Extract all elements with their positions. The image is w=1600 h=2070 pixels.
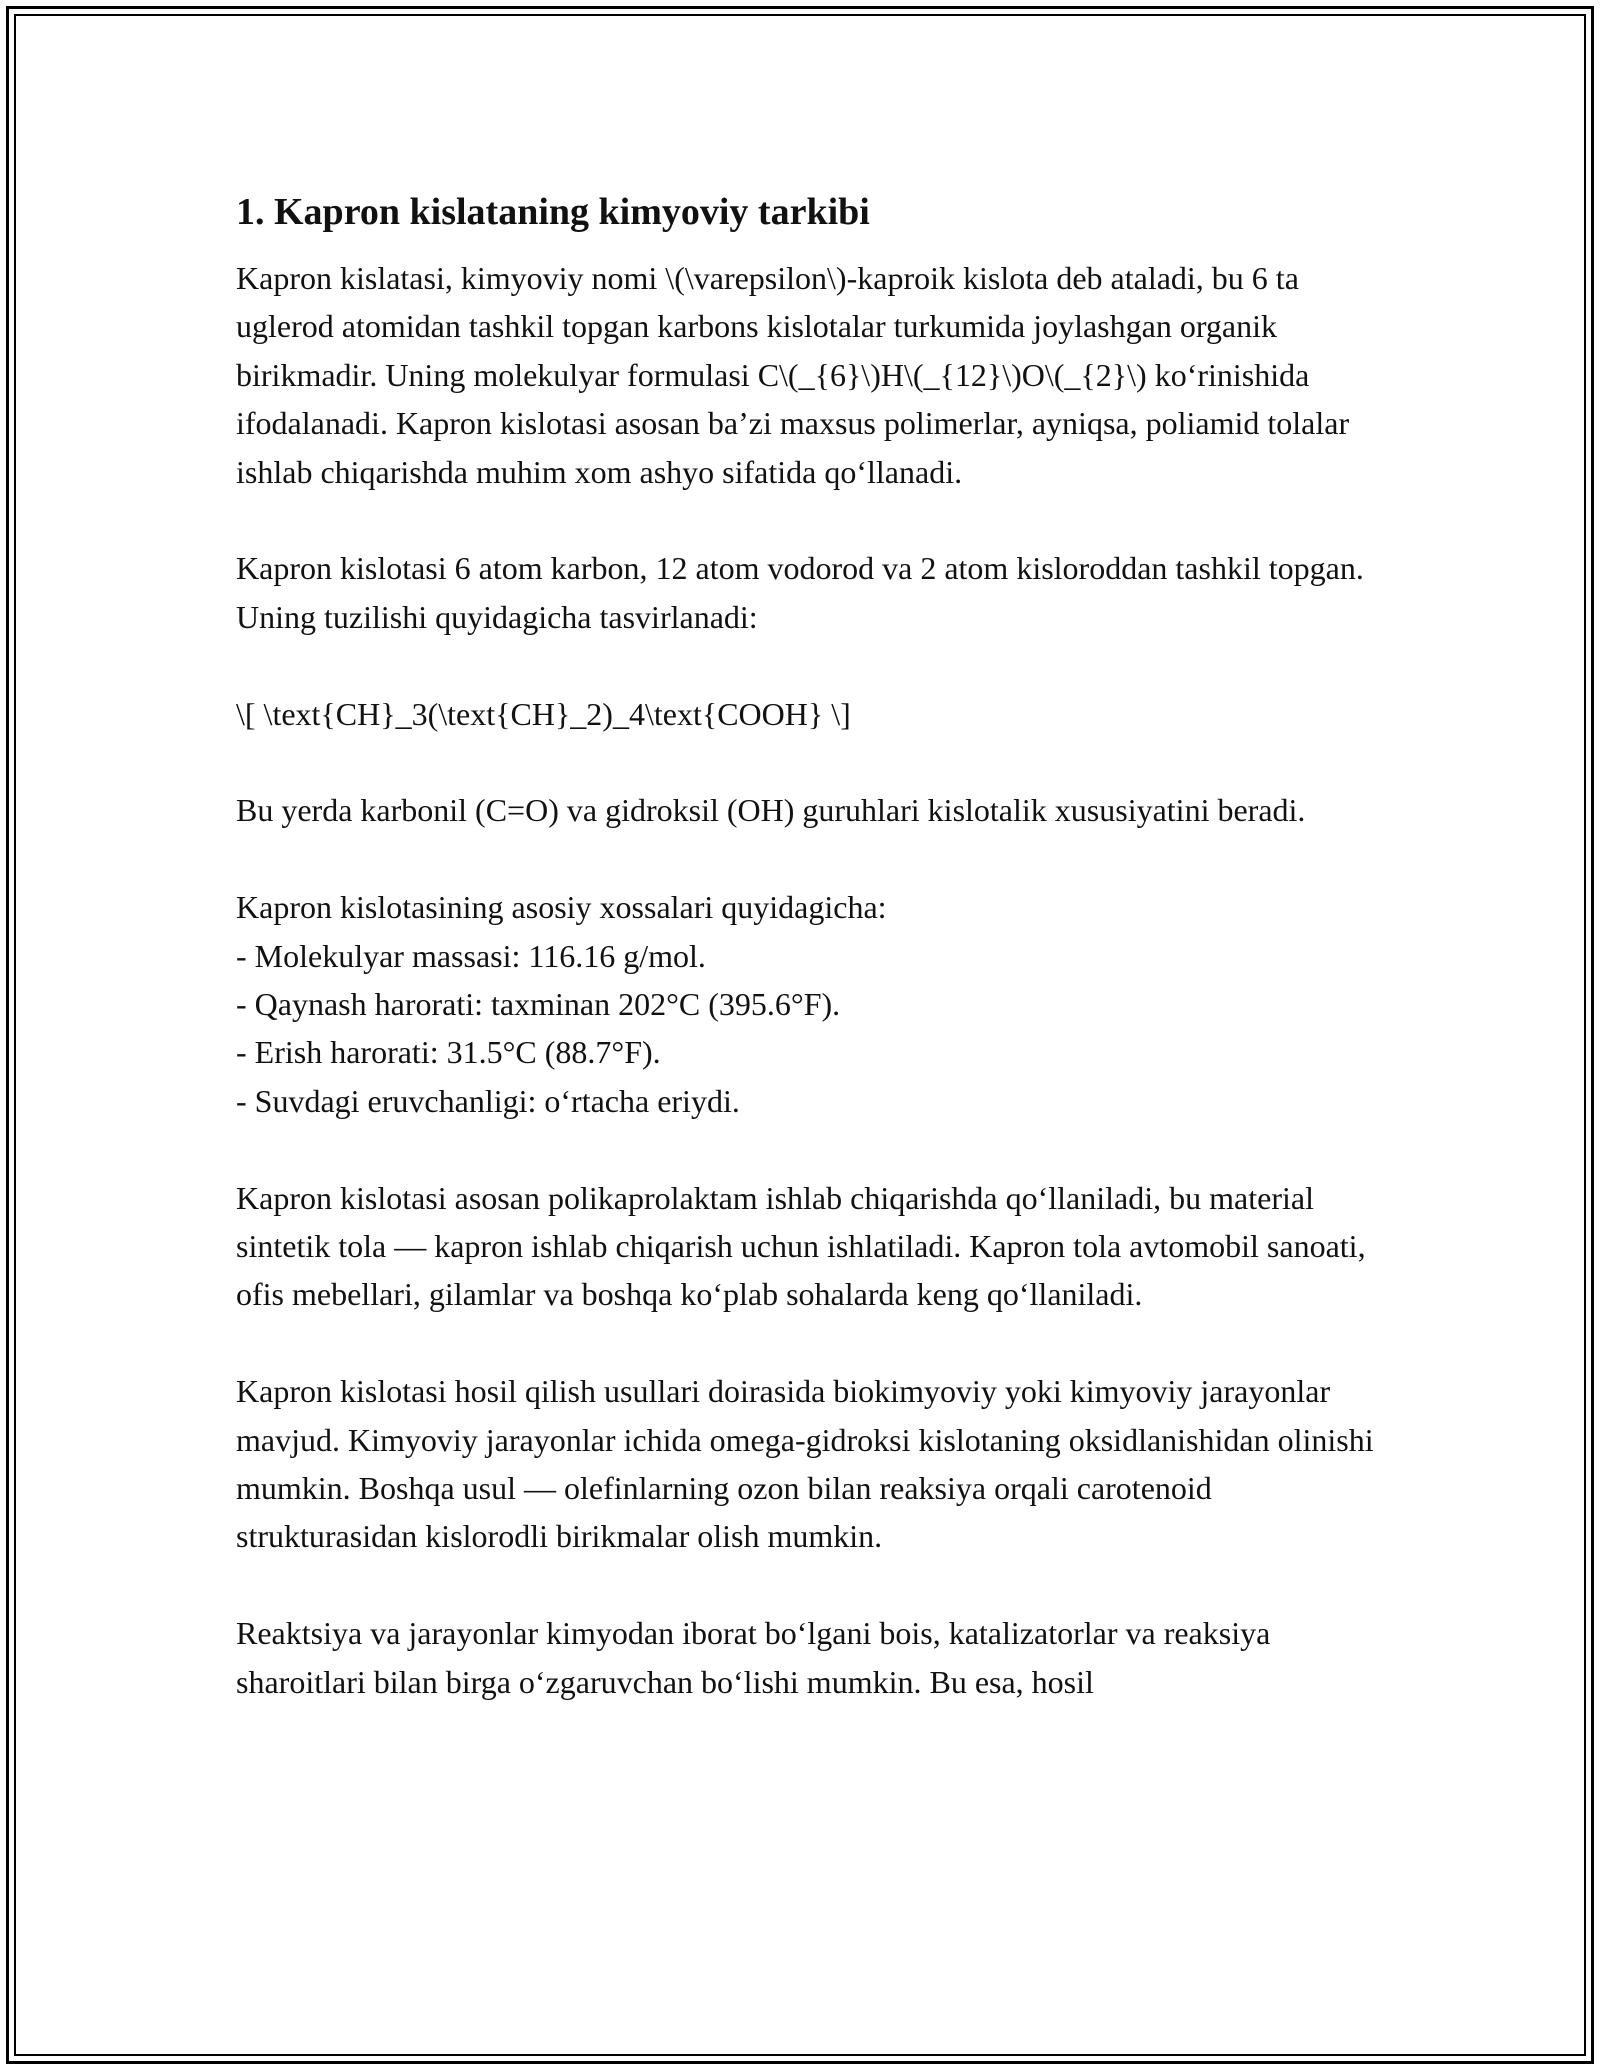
paragraph-reactions: Reaktsiya va jarayonlar kimyodan iborat bo‘lgani bois, katalizatorlar va reaksiya sharoitlari bilan birga o‘zgaruvchan bo‘lishi mumkin. Bu esa, hosil — [236, 1615, 1271, 1700]
paragraph-functional-groups: Bu yerda karbonil (C=O) va gidroksil (OH) guruhlari kislotalik xususiyatini beradi. — [236, 792, 1306, 829]
section-heading: 1. Kapron kislataning kimyoviy tarkibi — [236, 191, 870, 233]
properties-intro: Kapron kislotasining asosiy xossalari quyidagicha: — [236, 889, 887, 926]
formula-structure: \[ \text{CH}_3(\text{CH}_2)_4\text{COOH} \] — [236, 695, 851, 732]
paragraph-applications: Kapron kislotasi asosan polikaprolaktam ishlab chiqarishda qo‘llaniladi, bu material sintetik tola — kapron ishlab chiqarish uchun ishlatiladi. Kapron tola avtomobil sanoati, ofis mebellari, gilamlar va boshqa ko‘plab sohalarda keng qo‘llaniladi. — [236, 1179, 1366, 1313]
property-item: - Qaynash harorati: taxminan 202°C (395.6°F). — [236, 986, 841, 1023]
property-item: - Erish harorati: 31.5°C (88.7°F). — [236, 1034, 661, 1071]
document-body — [236, 186, 1386, 1754]
properties-list — [236, 932, 1386, 1126]
paragraph-composition: Kapron kislotasi 6 atom karbon, 12 atom vodorod va 2 atom kisloroddan tashkil topgan. Uning tuzilishi quyidagicha tasvirlanadi: — [236, 550, 1364, 635]
paragraph-production-methods: Kapron kislotasi hosil qilish usullari doirasida biokimyoviy yoki kimyoviy jarayonlar mavjud. Kimyoviy jarayonlar ichida omega-gidroksi kislotaning oksidlanishidan olinishi mumkin. Boshqa usul — olefinlarning ozon bilan reaksiya orqali carotenoid strukturasidan kislorodli birikmalar olish mumkin. — [236, 1373, 1374, 1555]
paragraph-intro: Kapron kislatasi, kimyoviy nomi \(\varepsilon\)-kaproik kislota deb ataladi, bu 6 ta uglerod atomidan tashkil topgan karbons kislotalar turkumida joylashgan organik birikmadir. Uning molekulyar formulasi C\(_{6}\)H\(_{12}\)O\(_{2}\) ko‘rinishida ifodalanadi. Kapron kislotasi asosan ba’zi maxsus polimerlar, ayniqsa, poliamid tolalar ishlab chiqarishda muhim xom ashyo sifatida qo‘llanadi. — [236, 260, 1350, 490]
property-item: - Molekulyar massasi: 116.16 g/mol. — [236, 937, 706, 974]
property-item: - Suvdagi eruvchanligi: o‘rtacha eriydi. — [236, 1082, 740, 1119]
